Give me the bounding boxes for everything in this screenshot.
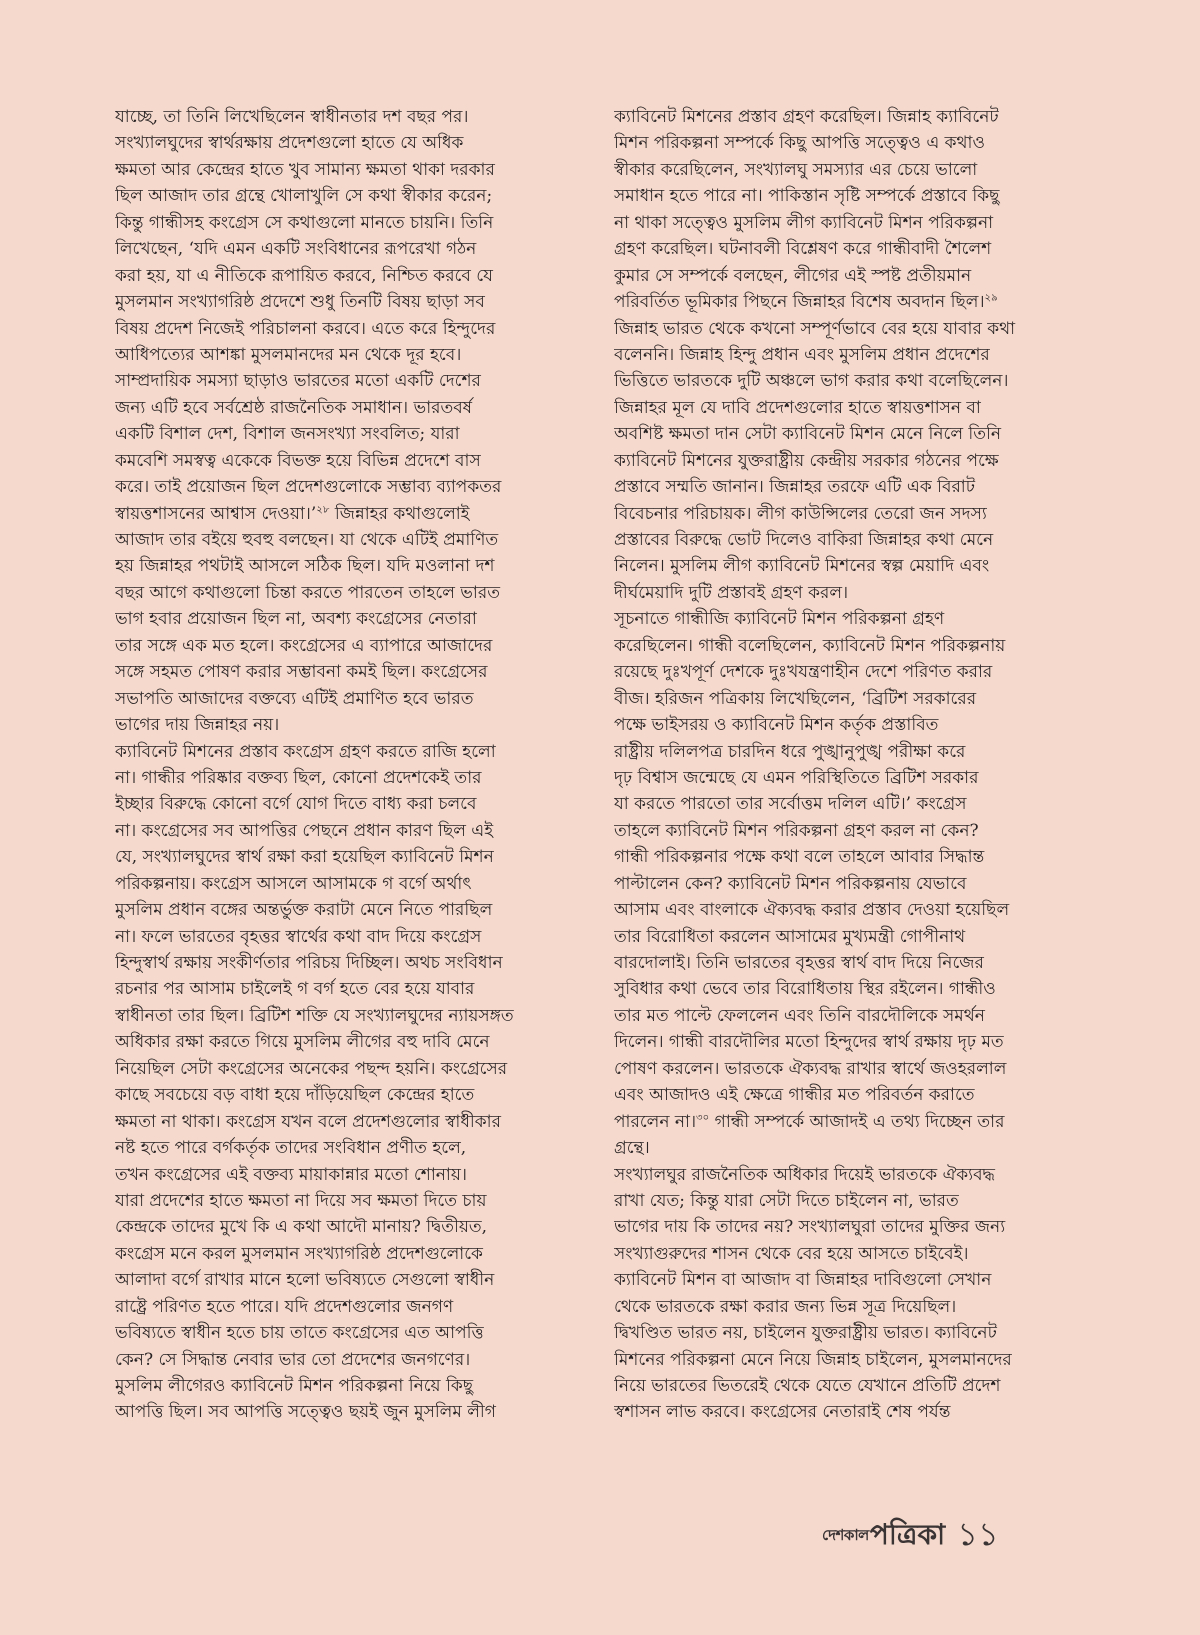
text-line-content: তাহলে ক্যাবিনেট মিশন পরিকল্পনা গ্রহণ করল না কেন? bbox=[614, 820, 979, 841]
text-line bbox=[614, 527, 1059, 553]
text-line bbox=[115, 289, 560, 315]
text-line bbox=[115, 712, 560, 738]
text-line bbox=[115, 765, 560, 791]
text-line-content: সংখ্যালঘুদের স্বার্থরক্ষায় প্রদেশগুলো হাতে যে অধিক bbox=[115, 133, 464, 154]
text-line bbox=[115, 1029, 560, 1055]
text-line-content: মিশনের পরিকল্পনা মেনে নিয়ে জিন্নাহ চাইলেন, মুসলমানদের bbox=[614, 1349, 1012, 1370]
text-line bbox=[115, 580, 560, 606]
footnote-marker: ২৮ bbox=[316, 503, 330, 515]
text-line bbox=[115, 1294, 560, 1320]
text-line bbox=[115, 474, 560, 500]
text-line-content: করা হয়, যা এ নীতিকে রূপায়িত করবে, নিশ্চিত করবে যে bbox=[115, 265, 493, 286]
text-segment: জিন্নাহর কথাগুলোই bbox=[329, 503, 470, 524]
text-line-content: তার বিরোধিতা করলেন আসামের মুখ্যমন্ত্রী গোপীনাথ bbox=[614, 926, 966, 947]
text-line bbox=[115, 501, 560, 527]
text-line bbox=[115, 368, 560, 394]
text-line-content: বলেননি। জিন্নাহ হিন্দু প্রধান এবং মুসলিম প্রধান প্রদেশের bbox=[614, 344, 990, 365]
text-line bbox=[115, 844, 560, 870]
text-line-content: সংখ্যালঘুর রাজনৈতিক অধিকার দিয়েই ভারতকে ঐক্যবদ্ধ bbox=[614, 1164, 996, 1185]
text-line bbox=[115, 818, 560, 844]
text-line bbox=[614, 157, 1059, 183]
text-line-content: কুমার সে সম্পর্কে বলছেন, লীগের এই স্পষ্ট প্রতীয়মান bbox=[614, 265, 972, 286]
text-line bbox=[614, 1056, 1059, 1082]
text-line-content: ভাগ হবার প্রয়োজন ছিল না, অবশ্য কংগ্রেসের নেতারা bbox=[115, 609, 477, 630]
text-line-content: হয় জিন্নাহর পথটাই আসলে সঠিক ছিল। যদি মওলানা দশ bbox=[115, 556, 495, 577]
text-line-content: গান্ধী পরিকল্পনার পক্ষে কথা বলে তাহলে আবার সিদ্ধান্ত bbox=[614, 847, 985, 868]
text-line-content: স্বীকার করেছিলেন, সংখ্যালঘু সমস্যার এর চেয়ে ভালো bbox=[614, 159, 978, 180]
text-line bbox=[614, 659, 1059, 685]
text-line bbox=[614, 1294, 1059, 1320]
text-line bbox=[115, 924, 560, 950]
text-line-content: ভাগের দায় কি তাদের নয়? সংখ্যালঘুরা তাদের মুক্তির জন্য bbox=[614, 1217, 1006, 1238]
text-line bbox=[115, 527, 560, 553]
text-line bbox=[614, 1267, 1059, 1293]
text-line-content: ক্ষমতা আর কেন্দ্রের হাতে খুব সামান্য ক্ষমতা থাকা দরকার bbox=[115, 159, 495, 180]
text-line bbox=[115, 686, 560, 712]
text-line-content: কিন্তু গান্ধীসহ কংগ্রেস সে কথাগুলো মানতে চায়নি। তিনি bbox=[115, 212, 494, 233]
page-footer bbox=[822, 1512, 1022, 1560]
text-line-content: করেছিলেন। গান্ধী বলেছিলেন, ক্যাবিনেট মিশন পরিকল্পনায় bbox=[614, 635, 1006, 656]
text-line-content: আজাদ তার বইয়ে হুবহু বলছেন। যা থেকে এটিই প্রমাণিত bbox=[115, 530, 499, 550]
text-line bbox=[614, 844, 1059, 870]
text-line bbox=[115, 1188, 560, 1214]
text-line-content: মুসলমান সংখ্যাগরিষ্ঠ প্রদেশে শুধু তিনটি বিষয় ছাড়া সব bbox=[115, 292, 485, 313]
text-line bbox=[115, 448, 560, 474]
text-line bbox=[614, 712, 1059, 738]
text-line-content: নিয়ে ভারতের ভিতরেই থেকে যেতে যেখানে প্রতিটি প্রদেশ bbox=[614, 1376, 1001, 1396]
text-line bbox=[115, 871, 560, 897]
text-line-content: আপত্তি ছিল। সব আপত্তি সত্ত্বেও ছয়ই জুন মুসলিম লীগ bbox=[115, 1402, 496, 1423]
text-line bbox=[614, 1029, 1059, 1055]
text-line bbox=[614, 1320, 1059, 1346]
page-number: ১১ bbox=[957, 1515, 999, 1553]
text-line bbox=[115, 183, 560, 209]
text-line-content: বারদোলাই। তিনি ভারতের বৃহত্তর স্বার্থ বাদ দিয়ে নিজের bbox=[614, 953, 984, 973]
text-line bbox=[614, 395, 1059, 421]
text-line-content: মুসলিম লীগেরও ক্যাবিনেট মিশন পরিকল্পনা নিয়ে কিছু bbox=[115, 1376, 474, 1396]
text-line-content bbox=[614, 289, 998, 315]
text-line bbox=[614, 1135, 1059, 1161]
text-line-content: না। কংগ্রেসের সব আপত্তির পেছনে প্রধান কারণ ছিল এই bbox=[115, 820, 494, 841]
text-line-content: হিন্দুস্বার্থ রক্ষায় সংকীর্ণতার পরিচয় দিচ্ছিল। অথচ সংবিধান bbox=[115, 953, 503, 973]
text-line bbox=[614, 316, 1059, 342]
text-line-content: রচনার পর আসাম চাইলেই গ বর্গ হতে বের হয়ে যাবার bbox=[115, 979, 475, 1000]
text-line bbox=[614, 1347, 1059, 1373]
text-line bbox=[614, 1162, 1059, 1188]
text-line-content: পাল্টালেন কেন? ক্যাবিনেট মিশন পরিকল্পনায় যেভাবে bbox=[614, 873, 967, 894]
text-line-content: অবশিষ্ট ক্ষমতা দান সেটা ক্যাবিনেট মিশন মেনে নিলে তিনি bbox=[614, 424, 1002, 445]
text-line-content: রাখা যেত; কিন্তু যারা সেটা দিতে চাইলেন না, ভারত bbox=[614, 1190, 959, 1211]
text-line bbox=[115, 130, 560, 156]
text-line bbox=[115, 553, 560, 579]
text-line bbox=[614, 448, 1059, 474]
text-line bbox=[614, 1003, 1059, 1029]
text-line bbox=[614, 765, 1059, 791]
logo-large-text: পত্রিকা bbox=[869, 1517, 946, 1551]
text-line bbox=[115, 1214, 560, 1240]
text-line bbox=[614, 686, 1059, 712]
text-line bbox=[115, 1135, 560, 1161]
text-line-content: নিয়েছিল সেটা কংগ্রেসের অনেকের পছন্দ হয়নি। কংগ্রেসের bbox=[115, 1058, 508, 1079]
text-line-content: মুসলিম প্রধান বঙ্গের অন্তর্ভুক্ত করাটা মেনে নিতে পারছিল bbox=[115, 900, 493, 921]
text-line bbox=[115, 976, 560, 1002]
text-line-content: তার মত পাল্টে ফেললেন এবং তিনি বারদৌলিকে সমর্থন bbox=[614, 1005, 985, 1026]
text-line-content: ভিত্তিতে ভারতকে দুটি অঞ্চলে ভাগ করার কথা বলেছিলেন। bbox=[614, 371, 1009, 392]
text-line-content: ভবিষ্যতে স্বাধীন হতে চায় তাতে কংগ্রেসের এত আপত্তি bbox=[115, 1323, 484, 1344]
text-line-content: রাষ্ট্রীয় দলিলপত্র চারদিন ধরে পুঙ্খানুপুঙ্খ পরীক্ষা করে bbox=[614, 741, 966, 762]
text-line-content: কংগ্রেস মনে করল মুসলমান সংখ্যাগরিষ্ঠ প্রদেশগুলোকে bbox=[115, 1243, 483, 1264]
text-line bbox=[115, 1320, 560, 1346]
text-line bbox=[614, 976, 1059, 1002]
text-line-content: সঙ্গে সহমত পোষণ করার সম্ভাবনা কমই ছিল। কংগ্রেসের bbox=[115, 662, 488, 683]
text-line bbox=[115, 1347, 560, 1373]
text-line-content: দীর্ঘমেয়াদি দুটি প্রস্তাবই গ্রহণ করল। bbox=[614, 582, 849, 603]
text-line bbox=[614, 1188, 1059, 1214]
text-line bbox=[614, 818, 1059, 844]
text-line-content: জিন্নাহর মূল যে দাবি প্রদেশগুলোর হাতে স্বায়ত্তশাসন বা bbox=[614, 397, 981, 418]
text-line bbox=[115, 897, 560, 923]
text-line bbox=[614, 871, 1059, 897]
text-line-content: না থাকা সত্ত্বেও মুসলিম লীগ ক্যাবিনেট মিশন পরিকল্পনা bbox=[614, 212, 994, 233]
text-line-content: ক্ষমতা না থাকা। কংগ্রেস যখন বলে প্রদেশগুলোর স্বাধীকার bbox=[115, 1111, 501, 1132]
logo-small-text: দেশকাল bbox=[822, 1525, 869, 1544]
text-line-content: এবং আজাদও এই ক্ষেত্রে গান্ধীর মত পরিবর্তন করাতে bbox=[614, 1085, 975, 1106]
magazine-logo bbox=[822, 1513, 945, 1560]
text-line bbox=[614, 633, 1059, 659]
text-line-content: নষ্ট হতে পারে বর্গকর্তৃক তাদের সংবিধান প্রণীত হলে, bbox=[115, 1138, 467, 1159]
text-line-content: জন্য এটি হবে সর্বশ্রেষ্ঠ রাজনৈতিক সমাধান। ভারতবর্ষ bbox=[115, 397, 473, 418]
text-line bbox=[614, 1109, 1059, 1135]
text-line-content: লিখেছেন, ‘যদি এমন একটি সংবিধানের রূপরেখা গঠন bbox=[115, 239, 477, 260]
text-line-content: ইচ্ছার বিরুদ্ধে কোনো বর্গে যোগ দিতে বাধ্য করা চলবে bbox=[115, 794, 477, 815]
text-line-content: তখন কংগ্রেসের এই বক্তব্য মায়াকান্নার মতো শোনায়। bbox=[115, 1164, 467, 1185]
text-line bbox=[115, 633, 560, 659]
text-line bbox=[115, 263, 560, 289]
text-line-content: না। গান্ধীর পরিষ্কার বক্তব্য ছিল, কোনো প্রদেশকেই তার bbox=[115, 767, 482, 788]
text-line-content: গ্রন্থে। bbox=[614, 1138, 650, 1159]
text-line-content: প্রস্তাবের বিরুদ্ধে ভোট দিলেও বাকিরা জিন্নাহর কথা মেনে bbox=[614, 530, 994, 550]
text-line-content: আধিপত্যের আশঙ্কা মুসলমানদের মন থেকে দূর হবে। bbox=[115, 344, 462, 365]
text-line-content: সংখ্যাগুরুদের শাসন থেকে বের হয়ে আসতে চাইবেই। bbox=[614, 1243, 969, 1264]
text-line bbox=[614, 897, 1059, 923]
text-line bbox=[614, 580, 1059, 606]
text-line-content: নিলেন। মুসলিম লীগ ক্যাবিনেট মিশনের স্বল্প মেয়াদি এবং bbox=[614, 556, 990, 577]
text-line-content: দ্বিখণ্ডিত ভারত নয়, চাইলেন যুক্তরাষ্ট্রীয় ভারত। ক্যাবিনেট bbox=[614, 1323, 997, 1344]
text-line bbox=[115, 606, 560, 632]
text-line bbox=[115, 1241, 560, 1267]
text-line bbox=[115, 1056, 560, 1082]
text-line-content: যাচ্ছে, তা তিনি লিখেছিলেন স্বাধীনতার দশ বছর পর। bbox=[115, 107, 469, 127]
text-line bbox=[614, 236, 1059, 262]
text-line bbox=[614, 368, 1059, 394]
text-line bbox=[614, 501, 1059, 527]
text-line bbox=[614, 210, 1059, 236]
text-line-content: ক্যাবিনেট মিশনের প্রস্তাব গ্রহণ করেছিল। জিন্নাহ ক্যাবিনেট bbox=[614, 107, 999, 127]
text-line bbox=[614, 1373, 1059, 1399]
text-line-content: সুবিধার কথা ভেবে তার বিরোধিতায় স্থির রইলেন। গান্ধীও bbox=[614, 979, 996, 1000]
text-line-content: তার সঙ্গে এক মত হলে। কংগ্রেসের এ ব্যাপারে আজাদের bbox=[115, 635, 493, 656]
text-line-content: স্বাধীনতা তার ছিল। ব্রিটিশ শক্তি যে সংখ্যালঘুদের ন্যায়সঙ্গত bbox=[115, 1005, 514, 1026]
text-line-content: সাম্প্রদায়িক সমস্যা ছাড়াও ভারতের মতো একটি দেশের bbox=[115, 371, 481, 392]
text-line bbox=[614, 553, 1059, 579]
text-line-content: ক্যাবিনেট মিশনের যুক্তরাষ্ট্রীয় কেন্দ্রীয় সরকার গঠনের পক্ষে bbox=[614, 450, 999, 471]
text-line bbox=[614, 950, 1059, 976]
text-line-content: রাষ্ট্রে পরিণত হতে পারে। যদি প্রদেশগুলোর জনগণ bbox=[115, 1296, 454, 1317]
text-line bbox=[614, 1241, 1059, 1267]
text-line-content: কেন্দ্রকে তাদের মুখে কি এ কথা আদৌ মানায়? দ্বিতীয়ত, bbox=[115, 1217, 488, 1238]
text-segment: পারলেন না। bbox=[614, 1111, 697, 1132]
text-line-content: অধিকার রক্ষা করতে গিয়ে মুসলিম লীগের বহু দাবি মেনে bbox=[115, 1032, 490, 1053]
text-line bbox=[115, 659, 560, 685]
text-line-content: থেকে ভারতকে রক্ষা করার জন্য ভিন্ন সূত্র দিয়েছিল। bbox=[614, 1296, 957, 1317]
text-line-content: আসাম এবং বাংলাকে ঐক্যবদ্ধ করার প্রস্তাব দেওয়া হয়েছিল bbox=[614, 900, 1010, 921]
text-line-content: যা করতে পারতো তার সর্বোত্তম দলিল এটি।’ কংগ্রেস bbox=[614, 794, 967, 815]
text-line bbox=[614, 474, 1059, 500]
text-line-content: যে, সংখ্যালঘুদের স্বার্থ রক্ষা করা হয়েছিল ক্যাবিনেট মিশন bbox=[115, 847, 494, 868]
text-line-content: জিন্নাহ ভারত থেকে কখনো সম্পূর্ণভাবে বের হয়ে যাবার কথা bbox=[614, 318, 1016, 339]
text-line bbox=[115, 1373, 560, 1399]
text-line-content bbox=[115, 501, 470, 527]
text-line bbox=[614, 739, 1059, 765]
text-line-content: বিবেচনার পরিচায়ক। লীগ কাউন্সিলের তেরো জন সদস্য bbox=[614, 503, 987, 524]
text-line bbox=[614, 263, 1059, 289]
text-line bbox=[614, 421, 1059, 447]
text-segment: স্বায়ত্তশাসনের আশ্বাস দেওয়া।’ bbox=[115, 503, 317, 524]
text-line bbox=[115, 791, 560, 817]
text-line bbox=[614, 289, 1059, 315]
text-line-content: কমবেশি সমস্বত্ব একেকে বিভক্ত হয়ে বিভিন্ন প্রদেশে বাস bbox=[115, 450, 481, 471]
text-line-content: সূচনাতে গান্ধীজি ক্যাবিনেট মিশন পরিকল্পনা গ্রহণ bbox=[614, 609, 945, 630]
footnote-marker: ৩০ bbox=[696, 1111, 710, 1123]
text-line bbox=[115, 1162, 560, 1188]
text-line bbox=[115, 739, 560, 765]
text-line-content: ক্যাবিনেট মিশনের প্রস্তাব কংগ্রেস গ্রহণ করতে রাজি হলো bbox=[115, 741, 496, 762]
text-line bbox=[115, 104, 560, 130]
text-line bbox=[115, 316, 560, 342]
text-line bbox=[614, 104, 1059, 130]
text-line bbox=[115, 157, 560, 183]
text-line-content: ক্যাবিনেট মিশন বা আজাদ বা জিন্নাহর দাবিগুলো সেখান bbox=[614, 1270, 992, 1291]
text-line-content: না। ফলে ভারতের বৃহত্তর স্বার্থের কথা বাদ দিয়ে কংগ্রেস bbox=[115, 926, 482, 947]
text-line-content: দৃঢ় বিশ্বাস জন্মেছে যে এমন পরিস্থিতিতে ব্রিটিশ সরকার bbox=[614, 767, 979, 788]
text-segment: পরিবর্তিত ভূমিকার পিছনে জিন্নাহর বিশেষ অবদান ছিল। bbox=[614, 292, 985, 313]
text-line-content: সমাধান হতে পারে না। পাকিস্তান সৃষ্টি সম্পর্কে প্রস্তাবে কিছু bbox=[614, 186, 1000, 207]
text-line bbox=[115, 342, 560, 368]
text-line bbox=[614, 1082, 1059, 1108]
text-line-content: প্রস্তাবে সম্মতি জানান। জিন্নাহর তরফে এটি এক বিরাট bbox=[614, 477, 975, 498]
text-line-content bbox=[614, 1109, 1004, 1135]
text-line-content: সভাপতি আজাদের বক্তব্যে এটিই প্রমাণিত হবে ভারত bbox=[115, 688, 474, 709]
text-line-content: আলাদা বর্গে রাখার মানে হলো ভবিষ্যতে সেগুলো স্বাধীন bbox=[115, 1270, 495, 1291]
text-line bbox=[614, 1214, 1059, 1240]
text-line bbox=[115, 1109, 560, 1135]
text-line bbox=[115, 421, 560, 447]
text-line bbox=[614, 183, 1059, 209]
text-line-content: পরিকল্পনায়। কংগ্রেস আসলে আসামকে গ বর্গে অর্থাৎ bbox=[115, 873, 472, 894]
text-line-content: স্বশাসন লাভ করবে। কংগ্রেসের নেতারাই শেষ পর্যন্ত bbox=[614, 1402, 951, 1423]
text-segment: গান্ধী সম্পর্কে আজাদই এ তথ্য দিচ্ছেন তার bbox=[709, 1111, 1005, 1132]
text-line-content: করে। তাই প্রয়োজন ছিল প্রদেশগুলোকে সম্ভাব্য ব্যাপকতর bbox=[115, 477, 502, 498]
text-line bbox=[115, 236, 560, 262]
text-line bbox=[115, 1399, 560, 1425]
text-line-content: রয়েছে দুঃখপূর্ণ দেশকে দুঃখযন্ত্রণাহীন দেশে পরিণত করার bbox=[614, 662, 993, 683]
text-line bbox=[614, 924, 1059, 950]
text-line bbox=[614, 606, 1059, 632]
text-line bbox=[115, 1267, 560, 1293]
text-line bbox=[115, 210, 560, 236]
text-line-content: একটি বিশাল দেশ, বিশাল জনসংখ্যা সংবলিত; যারা bbox=[115, 424, 460, 445]
text-line bbox=[115, 950, 560, 976]
text-line bbox=[614, 342, 1059, 368]
text-line-content: যারা প্রদেশের হাতে ক্ষমতা না দিয়ে সব ক্ষমতা দিতে চায় bbox=[115, 1190, 487, 1211]
text-line-content: গ্রহণ করেছিল। ঘটনাবলী বিশ্লেষণ করে গান্ধীবাদী শৈলেশ bbox=[614, 239, 992, 260]
footnote-marker: ২৯ bbox=[984, 292, 998, 304]
text-line-content: ভাগের দায় জিন্নাহর নয়। bbox=[115, 715, 280, 736]
text-line-content: দিলেন। গান্ধী বারদৌলির মতো হিন্দুদের স্বার্থ রক্ষায় দৃঢ় মত bbox=[614, 1032, 1004, 1053]
text-line-content: পক্ষে ভাইসরয় ও ক্যাবিনেট মিশন কর্তৃক প্রস্তাবিত bbox=[614, 715, 939, 736]
text-line bbox=[115, 1082, 560, 1108]
text-line bbox=[614, 1399, 1059, 1425]
text-line-content: বছর আগে কথাগুলো চিন্তা করতে পারতেন তাহলে ভারত bbox=[115, 582, 500, 603]
text-column-left bbox=[115, 104, 560, 1426]
text-line bbox=[115, 1003, 560, 1029]
text-line-content: বিষয় প্রদেশ নিজেই পরিচালনা করবে। এতে করে হিন্দুদের bbox=[115, 318, 496, 339]
text-line-content: কেন? সে সিদ্ধান্ত নেবার ভার তো প্রদেশের জনগণের। bbox=[115, 1349, 471, 1370]
text-line bbox=[614, 791, 1059, 817]
text-line-content: কাছে সবচেয়ে বড় বাধা হয়ে দাঁড়িয়েছিল কেন্দ্রের হাতে bbox=[115, 1085, 475, 1106]
text-line-content: পোষণ করলেন। ভারতকে ঐক্যবদ্ধ রাখার স্বার্থে জওহরলাল bbox=[614, 1058, 1007, 1079]
text-column-right bbox=[614, 104, 1059, 1426]
text-line bbox=[115, 395, 560, 421]
text-line-content: বীজ। হরিজন পত্রিকায় লিখেছিলেন, ‘ব্রিটিশ সরকারের bbox=[614, 688, 977, 709]
text-line-content: ছিল আজাদ তার গ্রন্থে খোলাখুলি সে কথা স্বীকার করেন; bbox=[115, 186, 493, 207]
text-line bbox=[614, 130, 1059, 156]
text-line-content: মিশন পরিকল্পনা সম্পর্কে কিছু আপত্তি সত্ত্বেও এ কথাও bbox=[614, 133, 985, 154]
